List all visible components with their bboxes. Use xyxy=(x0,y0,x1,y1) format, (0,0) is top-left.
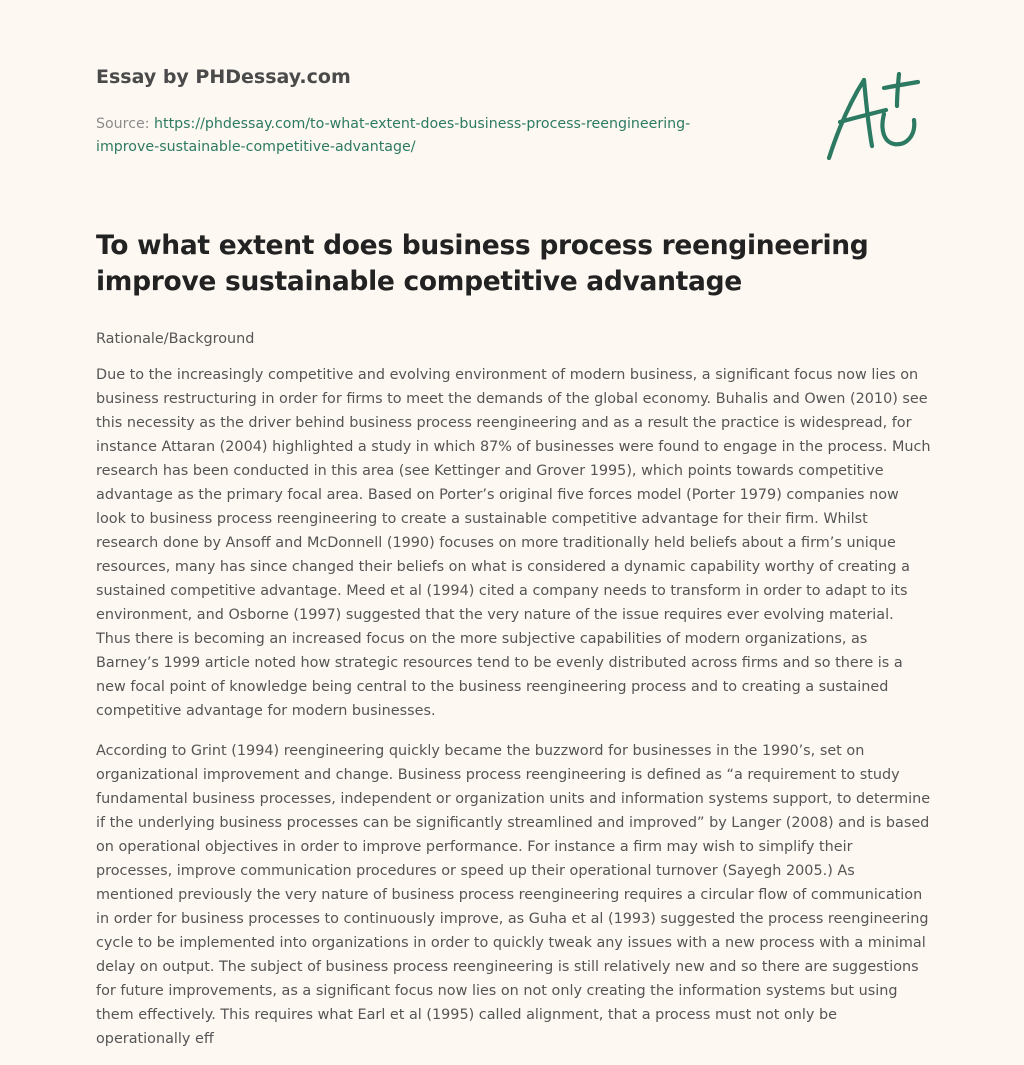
section-heading: Rationale/Background xyxy=(96,331,255,347)
a-plus-logo-icon xyxy=(826,70,926,165)
site-title: Essay by PHDessay.com xyxy=(96,66,351,88)
source-link-line-2: improve-sustainable-competitive-advantage/ xyxy=(96,139,416,155)
source-line xyxy=(96,113,796,159)
body-paragraph-1: Due to the increasingly competitive and evolving environment of modern business, a significant focus now lies on business restructuring in order for firms to meet the demands of the global economy. Buhalis and Owen (2010) see this necessity as the driver behind business process reengineering and as a result the practice is widespread, for instance Attaran (2004) highlighted a study in which 87% of businesses were found to engage in the process. Much research has been conducted in this area (see Kettinger and Grover 1995), which points towards competitive advantage as the primary focal area. Based on Porter’s original five forces model (Porter 1979) companies now look to business process reengineering to create a sustainable competitive advantage for their firm. Whilst research done by Ansoff and McDonnell (1990) focuses on more traditionally held beliefs about a firm’s unique resources, many has since changed their beliefs on what is considered a dynamic capability worthy of creating a sustained competitive advantage. Meed et al (1994) cited a company needs to transform in order to adapt to its environment, and Osborne (1997) suggested that the very nature of the issue requires ever evolving material. Thus there is becoming an increased focus on the more subjective capabilities of modern organizations, as Barney’s 1999 article noted how strategic resources tend to be evenly distributed across firms and so there is a new focal point of knowledge being central to the business reengineering process and to creating a sustained competitive advantage for modern businesses. xyxy=(96,367,931,719)
source-link[interactable] xyxy=(96,116,690,155)
essay-body xyxy=(96,327,932,1065)
source-label: Source: xyxy=(96,116,150,132)
essay-title: To what extent does business process reengineering improve sustainable competitive advantage xyxy=(96,230,869,297)
source-link-line-1: https://phdessay.com/to-what-extent-does-business-process-reengineering- xyxy=(154,116,691,132)
body-paragraph-2: According to Grint (1994) reengineering quickly became the buzzword for businesses in the 1990’s, set on organizational improvement and change. Business process reengineering is defined as “a requirement to study fundamental business processes, independent or organization units and information systems support, to determine if the underlying business processes can be significantly streamlined and improved” by Langer (2008) and is based on operational objectives in order to improve performance. For instance a firm may wish to simplify their processes, improve communication procedures or speed up their operational turnover (Sayegh 2005.) As mentioned previously the very nature of business process reengineering requires a circular flow of communication in order for business processes to continuously improve, as Guha et al (1993) suggested the process reengineering cycle to be implemented into organizations in order to quickly tweak any issues with a new process with a minimal delay on output. The subject of business process reengineering is still relatively new and so there are suggestions for future improvements, as a significant focus now lies on not only creating the information systems but using them effectively. This requires what Earl et al (1995) called alignment, that a process must not only be operationally eff xyxy=(96,743,931,1047)
